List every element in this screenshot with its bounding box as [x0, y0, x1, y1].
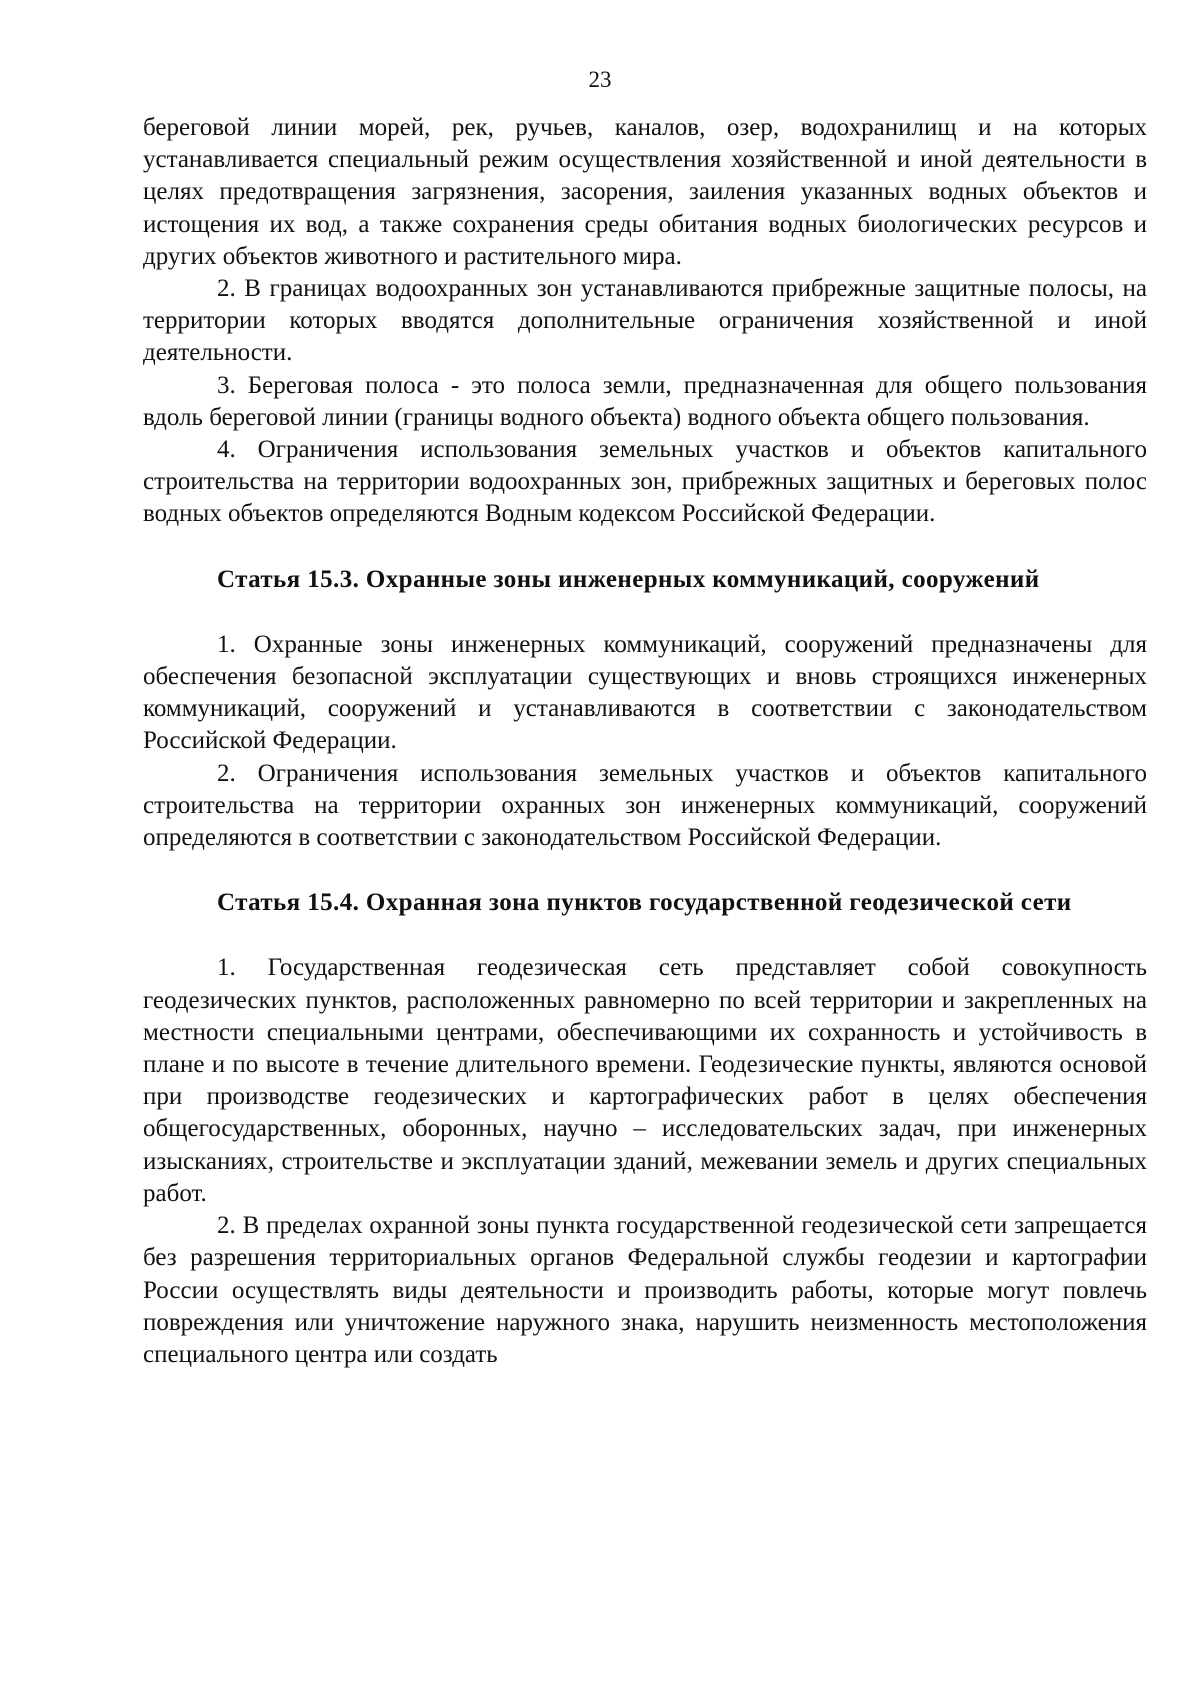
spacer — [143, 596, 1147, 629]
spacer — [143, 854, 1147, 887]
article-15-4-item-2: 2. В пределах охранной зоны пункта государственной геодезической сети запрещается без разрешения территориальных органов Федеральной службы геодезии и картографии России осуществлять виды деятельности и производить работы, которые могут повлечь повреждения или уничтожение наружного знака, нарушить неизменность местоположения специального центра или создать — [143, 1212, 1147, 1368]
article-15-3-heading: Статья 15.3. Охранные зоны инженерных коммуникаций, сооружений — [217, 565, 1040, 593]
section-15-2-item-2: 2. В границах водоохранных зон устанавливаются прибрежные защитные полосы, на территории которых вводятся дополнительные ограничения хозяйственной и иной деятельности. — [143, 275, 1147, 367]
continued-paragraph: береговой линии морей, рек, ручьев, каналов, озер, водохранилищ и на которых устанавливается специальный режим осуществления хозяйственной и иной деятельности в целях предотвращения загрязнения, засорения, заиления указанных водных объектов и истощения их вод, а также сохранения среды обитания водных биологических ресурсов и других объектов животного и растительного мира. — [143, 114, 1147, 270]
page-content — [143, 112, 1147, 1371]
article-15-3-item-2: 2. Ограничения использования земельных участков и объектов капитального строительства на территории охранных зон инженерных коммуникаций, сооружений определяются в соответствии с законодательством Российской Федерации. — [143, 759, 1147, 852]
section-15-2-item-3: 3. Береговая полоса - это полоса земли, предназначенная для общего пользования вдоль береговой линии (границы водного объекта) водного объекта общего пользования. — [143, 371, 1147, 431]
article-15-3-item-1: 1. Охранные зоны инженерных коммуникаций, сооружений предназначены для обеспечения безопасной эксплуатации существующих и вновь строящихся инженерных коммуникаций, сооружений и устанавливаются в соответствии с законодательством Российской Федерации. — [143, 630, 1147, 755]
section-15-2-item-4: 4. Ограничения использования земельных участков и объектов капитального строительства на территории водоохранных зон, прибрежных защитных и береговых полос водных объектов определяются Водным кодексом Российской Федерации. — [143, 436, 1147, 528]
article-15-4-heading: Статья 15.4. Охранная зона пунктов государственной геодезической сети — [217, 889, 1072, 917]
article-15-4-item-1: 1. Государственная геодезическая сеть представляет собой совокупность геодезических пунктов, расположенных равномерно по всей территории и закрепленных на местности специальными центрами, обеспечивающими их сохранность и устойчивость в плане и по высоте в течение длительного времени. Геодезические пункты, являются основой при производстве геодезических и картографических работ в целях обеспечения общегосударственных, оборонных, научно – исследовательских задач, при инженерных изысканиях, строительстве и эксплуатации зданий, межевании земель и других специальных работ. — [143, 954, 1147, 1207]
spacer — [143, 531, 1147, 564]
page-number: 23 — [588, 67, 612, 92]
spacer — [143, 919, 1147, 952]
